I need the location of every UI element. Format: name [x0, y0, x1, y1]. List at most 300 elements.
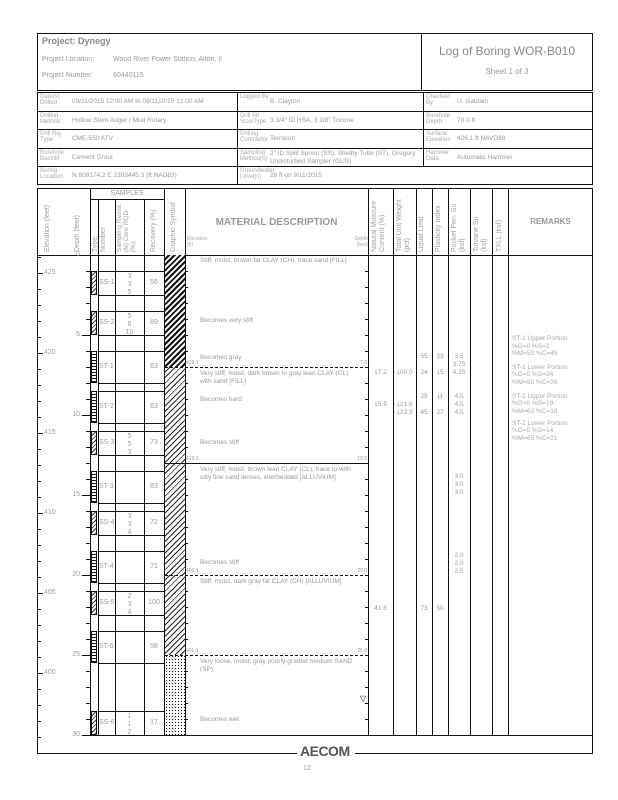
- material-tick-right: [365, 335, 368, 336]
- boundary-elevation: 401.1: [186, 648, 199, 654]
- material-tick-left: [185, 639, 188, 640]
- elevation-minor-tick: [37, 577, 41, 578]
- lab-pi: 50: [436, 604, 444, 612]
- elevation-minor-tick: [37, 561, 41, 562]
- divider: [421, 33, 422, 91]
- info-value: 70.0 ft: [457, 116, 476, 124]
- elevation-minor-tick: [37, 641, 41, 642]
- log-col-divider: [508, 188, 509, 735]
- depth-tick: [82, 255, 90, 256]
- material-tick-right: [365, 383, 368, 384]
- page-number: 12: [303, 765, 311, 772]
- sample-recovery: 17: [150, 719, 158, 726]
- elevation-minor-tick: [37, 433, 41, 434]
- sample-type-st: [91, 351, 97, 383]
- info-label: Hammer Data: [426, 149, 450, 162]
- graphic-symbol-hatch-bold: [165, 255, 185, 367]
- remark-line: %M=53 %C=45: [512, 350, 558, 357]
- material-tick-left: [185, 527, 188, 528]
- lab-pocket: 3.5: [454, 353, 464, 361]
- material-tick-right: [365, 671, 368, 672]
- lab-pocket: 4.5: [454, 409, 464, 417]
- info-label: Borehole Depth: [426, 112, 451, 125]
- log-col-divider: [416, 188, 417, 735]
- material-tick-right: [365, 559, 368, 560]
- aecom-logo: AECOM: [300, 743, 350, 759]
- lab-ll: 24: [420, 369, 428, 377]
- col-plasticity-index: Plasticity Index: [435, 205, 442, 252]
- material-tick-left: [185, 319, 188, 320]
- graphic-symbol-hatch-light: [165, 463, 185, 575]
- info-value: CME-550 ATV: [72, 135, 114, 143]
- sample-type-st: [91, 551, 97, 583]
- sample-boundary: [98, 631, 164, 632]
- lab-ll: 45: [420, 409, 428, 417]
- depth-tick: [86, 543, 90, 544]
- info-value: N 809174.2 E 2303445.3 (ft NAD83): [72, 172, 177, 180]
- elevation-minor-tick: [37, 465, 41, 466]
- lab-pi: 15: [436, 369, 444, 377]
- sample-number: ST-3: [99, 483, 114, 490]
- remark-line: %G=0 %S=14: [512, 427, 554, 435]
- elevation-minor-tick: [37, 689, 41, 690]
- boundary-depth: 25.0: [357, 648, 367, 654]
- material-tick-left: [185, 511, 188, 512]
- lab-pocket: 4.5: [454, 401, 464, 409]
- project-number: 60440115: [113, 72, 144, 79]
- strata-boundary: [165, 655, 368, 656]
- depth-tick: [82, 575, 90, 576]
- frame-bottom-left: [37, 753, 297, 754]
- info-value: 09/11/2015 12:00 AM to 09/11/2015 12:00 AM: [72, 98, 204, 105]
- depth-tick: [82, 335, 90, 336]
- material-tick-left: [185, 623, 188, 624]
- project-location: Wood River Power Station, Alton, Il: [113, 56, 222, 63]
- lab-dry-unit: 121.8: [396, 401, 413, 409]
- depth-tick: [82, 495, 90, 496]
- sample-recovery: 100: [148, 599, 160, 606]
- sample-boundary: [98, 311, 164, 312]
- sample-boundary: [98, 511, 164, 512]
- sample-blow-count: 4: [127, 529, 132, 536]
- material-tick-right: [365, 255, 368, 256]
- material-tick-right: [365, 351, 368, 352]
- water-level-icon: ▽: [360, 694, 367, 703]
- material-tick-right: [365, 271, 368, 272]
- material-tick-left: [185, 719, 188, 720]
- sample-type-st: [91, 471, 97, 503]
- info-label: Drilling Method: [40, 112, 61, 125]
- material-tick-left: [185, 495, 188, 496]
- col-pocket-pen: Pocket Pen. Su (ksf): [451, 203, 466, 252]
- col-depth: Depth (feet): [74, 215, 81, 252]
- lab-moisture: 15.9: [374, 401, 387, 409]
- info-value: Terracon: [270, 135, 296, 143]
- depth-label: 0: [76, 251, 80, 258]
- log-col-divider: [492, 188, 493, 735]
- lab-ll: 73: [420, 604, 428, 612]
- lab-moisture: 17.2: [374, 369, 387, 377]
- col-graphic: Graphic Symbol: [170, 202, 177, 252]
- sample-blow-count: 3: [127, 513, 132, 520]
- sample-type-st: [91, 631, 97, 663]
- depth-tick: [86, 607, 90, 608]
- elevation-minor-tick: [37, 401, 41, 402]
- sample-recovery: 83: [150, 483, 158, 490]
- sample-blow-count: 3: [127, 449, 132, 456]
- sample-blow-count: 2: [127, 593, 132, 600]
- material-tick-left: [185, 271, 188, 272]
- col-number: Number: [100, 227, 107, 252]
- depth-tick: [82, 655, 90, 656]
- info-value: B. Clayton: [270, 98, 300, 105]
- elevation-minor-tick: [37, 721, 41, 722]
- remark-line: %G=0 %S=19: [512, 400, 554, 408]
- depth-tick: [86, 527, 90, 528]
- depth-tick: [86, 319, 90, 320]
- elevation-minor-tick: [37, 369, 41, 370]
- elevation-minor-tick: [37, 545, 41, 546]
- depth-tick: [86, 559, 90, 560]
- sample-blow-count: 1: [127, 721, 132, 728]
- depth-tick: [82, 415, 90, 416]
- material-tick-right: [365, 495, 368, 496]
- graphic-symbol-hatch-light: [165, 367, 185, 463]
- elevation-label: 425: [44, 268, 56, 276]
- sample-blow-count: 1: [127, 713, 132, 720]
- depth-tick: [86, 719, 90, 720]
- info-label: Surface Elevation: [426, 131, 451, 144]
- lab-pocket: 2.0: [454, 559, 464, 567]
- sample-blow-count: 4: [127, 609, 132, 616]
- depth-tick: [86, 671, 90, 672]
- remark-line: %M=50 %C=26: [512, 378, 558, 386]
- info-value: Cement Grout: [72, 153, 113, 161]
- graphic-symbol-sand: [165, 655, 185, 735]
- elevation-minor-tick: [37, 353, 41, 354]
- info-row-divider: [37, 129, 593, 130]
- depth-tick: [86, 447, 90, 448]
- material-tick-left: [185, 447, 188, 448]
- material-description: Becomes very stiff: [200, 317, 253, 325]
- sample-number: SS-6: [99, 719, 115, 726]
- sample-boundary: [98, 583, 164, 584]
- depth-tick: [86, 351, 90, 352]
- sample-blow-count: 10: [125, 329, 134, 336]
- material-description: Becomes wet: [200, 715, 240, 723]
- info-value: U. Gautam: [457, 98, 489, 105]
- col-type: Type: [92, 236, 99, 252]
- info-col-divider: [423, 92, 424, 166]
- material-tick-left: [185, 351, 188, 352]
- depth-tick: [86, 463, 90, 464]
- col-torvane: Torvane Su (ksf): [473, 216, 488, 252]
- info-row-divider: [37, 148, 593, 149]
- lab-pocket: 3.75: [452, 361, 466, 369]
- frame-right: [592, 735, 593, 753]
- material-tick-right: [365, 287, 368, 288]
- sample-boundary: [98, 423, 164, 424]
- elevation-label: 420: [44, 348, 56, 356]
- material-description: Becomes stiff: [200, 559, 239, 566]
- material-tick-left: [185, 399, 188, 400]
- info-label: Drilling Contractor: [240, 131, 269, 144]
- col-recovery: Recovery (%): [150, 209, 157, 252]
- elevation-label: 410: [44, 508, 56, 516]
- sample-boundary: [98, 711, 164, 712]
- sample-number: ST-4: [99, 563, 114, 570]
- sample-recovery: 63: [150, 403, 158, 410]
- info-label: Borehole Backfill: [40, 149, 65, 162]
- log-col-divider: [470, 188, 471, 735]
- sample-boundary: [98, 551, 164, 552]
- depth-label: 15: [72, 491, 80, 498]
- lab-pocket: 2.5: [454, 567, 464, 575]
- lab-ll: 29: [420, 393, 428, 401]
- elevation-minor-tick: [37, 513, 41, 514]
- sample-boundary: [98, 471, 164, 472]
- material-tick-left: [185, 687, 188, 688]
- info-value: 2" ID Split Spoon (SS), Shelby Tube (ST), Gregory Undisturbed Sampler (GUS): [270, 149, 416, 165]
- log-col-divider: [393, 188, 394, 735]
- boundary-elevation: 406.1: [186, 568, 199, 574]
- boundary-depth: 7.0: [360, 360, 367, 366]
- sample-boundary: [98, 271, 164, 272]
- depth-tick: [86, 639, 90, 640]
- boundary-elevation: 419.1: [186, 360, 199, 366]
- depth-tick: [86, 383, 90, 384]
- sample-blow-count: 6: [127, 321, 132, 328]
- sample-boundary: [98, 663, 164, 664]
- elevation-minor-tick: [37, 337, 41, 338]
- sample-type-ss: [91, 711, 97, 735]
- remark-line: ST-1 Lower Portion: [512, 363, 568, 371]
- sample-type-ss: [91, 271, 97, 295]
- sample-recovery: 72: [150, 519, 158, 526]
- material-tick-right: [365, 447, 368, 448]
- info-value: Automatic Hammer: [457, 153, 513, 161]
- col-unit-weight: Total Unit Weight (pcf): [396, 199, 411, 252]
- col-liquid-limit: Liquid Limit: [418, 216, 425, 252]
- material-tick-left: [185, 703, 188, 704]
- sample-number: SS-3: [99, 439, 115, 446]
- info-label: Groundwater Level(s): [240, 168, 275, 181]
- lab-pocket: 4.25: [452, 369, 466, 377]
- sheet-number: Sheet 1 of 3: [485, 67, 529, 76]
- material-tick-left: [185, 303, 188, 304]
- sample-number: SS-4: [99, 519, 115, 526]
- graphic-symbol-hatch-light: [165, 575, 185, 655]
- material-description: Becomes stiff: [200, 439, 239, 446]
- material-tick-left: [185, 735, 188, 736]
- col-material: MATERIAL DESCRIPTION: [215, 217, 338, 228]
- col-resistance: Sampling Resist. (N) Core RQD (%): [116, 203, 137, 252]
- col-depth-sub: Depth (feet): [354, 236, 368, 248]
- lab-moisture: 41.6: [374, 604, 387, 612]
- sample-number: SS-2: [99, 319, 115, 326]
- depth-label: 10: [72, 411, 80, 418]
- info-value: 28 ft on 9/11/2015: [270, 172, 322, 180]
- project-location-label: Project Location:: [42, 56, 95, 63]
- sample-type-ss: [91, 591, 97, 615]
- elevation-minor-tick: [37, 625, 41, 626]
- sample-blow-count: 3: [127, 281, 132, 288]
- boundary-depth: 20.0: [357, 568, 367, 574]
- boundary-depth: 13.0: [357, 456, 367, 462]
- remark-line: %M=62 %C=19: [512, 407, 558, 415]
- elevation-minor-tick: [37, 497, 41, 498]
- depth-label: 5: [76, 331, 80, 338]
- sample-boundary: [98, 503, 164, 504]
- col-elevation: Elevation (feet): [44, 204, 51, 252]
- sample-blow-count: 5: [127, 313, 132, 320]
- sample-blow-count: 5: [127, 433, 132, 440]
- samples-divider: [90, 199, 164, 200]
- strata-boundary: [165, 367, 368, 368]
- elevation-minor-tick: [37, 737, 41, 738]
- lab-pi: 11: [436, 393, 444, 401]
- material-tick-left: [185, 559, 188, 560]
- elevation-minor-tick: [37, 305, 41, 306]
- sample-blow-count: 3: [127, 601, 132, 608]
- remark-line: %M=65 %C=21: [512, 434, 558, 442]
- sample-blow-count: 5: [127, 289, 132, 296]
- elevation-minor-tick: [37, 417, 41, 418]
- material-tick-left: [185, 255, 188, 256]
- sample-number: ST-2: [99, 403, 114, 410]
- info-row-divider: [37, 111, 593, 112]
- project-number-label: Project Number:: [42, 72, 93, 79]
- material-tick-right: [365, 639, 368, 640]
- remark-line: ST-2 Lower Portion: [512, 419, 568, 427]
- depth-tick: [86, 399, 90, 400]
- remark-line: ST-1 Upper Portion: [512, 335, 568, 342]
- log-bottom-line: [90, 735, 593, 736]
- material-tick-left: [185, 671, 188, 672]
- col-remarks: REMARKS: [530, 217, 571, 226]
- material-description: Very loose, moist, gray poorly-graded medium SAND (SP): [200, 658, 353, 674]
- material-tick-right: [365, 735, 368, 736]
- sample-boundary: [98, 383, 164, 384]
- info-value: 3 1/4" ID HSA, 3 3/8" Tricone: [270, 116, 354, 124]
- material-tick-right: [365, 527, 368, 528]
- sample-recovery: 58: [150, 643, 158, 650]
- material-description: Stiff, moist, dark gray fat CLAY (CH) [ALLUVIUM]: [200, 578, 342, 586]
- sample-boundary: [98, 391, 164, 392]
- lab-dry-unit: 122.9: [396, 409, 413, 417]
- elevation-minor-tick: [37, 529, 41, 530]
- info-label: Sampling Method(s): [240, 149, 268, 162]
- elevation-minor-tick: [37, 609, 41, 610]
- strata-boundary: [165, 463, 368, 464]
- sample-boundary: [98, 431, 164, 432]
- col-moisture: Natural Moisture Content (%): [371, 200, 386, 252]
- lab-pocket: 3.0: [454, 481, 464, 489]
- info-row-divider: [37, 166, 593, 167]
- col-elev-sub: Elevation (ft): [187, 236, 208, 248]
- material-tick-right: [365, 303, 368, 304]
- log-col-divider: [368, 188, 369, 735]
- depth-tick: [86, 687, 90, 688]
- material-description: Very stiff, moist, dark brown to gray lean CLAY (CL) with sand [FILL]: [200, 370, 349, 386]
- sample-recovery: 89: [150, 319, 158, 326]
- info-label: Checked By: [426, 94, 450, 106]
- material-tick-left: [185, 591, 188, 592]
- elevation-label: 415: [44, 428, 56, 436]
- sample-blow-count: 3: [127, 273, 132, 280]
- lab-ll: 55: [420, 353, 428, 361]
- material-tick-right: [365, 431, 368, 432]
- lab-pi: 27: [436, 409, 444, 417]
- col-samples: SAMPLES: [110, 190, 144, 197]
- depth-label: 25: [72, 651, 80, 658]
- material-tick-right: [365, 399, 368, 400]
- sample-type-ss: [91, 431, 97, 455]
- depth-tick: [86, 303, 90, 304]
- frame-left: [37, 735, 38, 753]
- material-tick-right: [365, 415, 368, 416]
- elevation-minor-tick: [37, 673, 41, 674]
- elevation-minor-tick: [37, 593, 41, 594]
- material-description: Stiff, moist, brown fat CLAY (CH), trace sand [FILL]: [200, 256, 347, 264]
- depth-tick: [86, 703, 90, 704]
- sample-type-ss: [91, 511, 97, 535]
- depth-tick: [86, 623, 90, 624]
- sample-number: ST-5: [99, 643, 114, 650]
- log-col-divider: [432, 188, 433, 735]
- material-description: Becomes gray: [200, 354, 242, 362]
- log-col-divider: [448, 188, 449, 735]
- info-label: Logged By: [240, 94, 269, 100]
- sample-boundary: [98, 351, 164, 352]
- depth-label: 20: [72, 571, 80, 578]
- material-tick-right: [365, 591, 368, 592]
- material-tick-left: [185, 543, 188, 544]
- material-tick-left: [185, 335, 188, 336]
- material-tick-left: [185, 415, 188, 416]
- sample-blow-count: 3: [127, 521, 132, 528]
- sample-recovery: 56: [150, 279, 158, 286]
- elevation-label: 400: [44, 668, 56, 676]
- material-tick-left: [185, 479, 188, 480]
- material-tick-right: [365, 687, 368, 688]
- elevation-minor-tick: [37, 657, 41, 658]
- sample-number: SS-5: [99, 599, 115, 606]
- material-description: Very stiff, moist, brown lean CLAY (CL), trace to with silty fine sand lenses, interbedded [ALLUVIUM]: [200, 466, 351, 482]
- strata-boundary: [165, 575, 368, 576]
- lab-pocket: 4.5: [454, 393, 464, 401]
- depth-tick: [86, 591, 90, 592]
- project-name: Project: Dynegy: [42, 36, 111, 46]
- depth-tick: [86, 479, 90, 480]
- lab-dry-unit: 100.0: [396, 369, 413, 377]
- material-tick-right: [365, 511, 368, 512]
- col-txll: TXLL (ksf): [496, 219, 503, 252]
- remark-line: %G=0 %S=2: [512, 342, 550, 350]
- depth-tick: [86, 271, 90, 272]
- info-label: Date(s) Drilled: [40, 94, 60, 106]
- material-tick-left: [185, 431, 188, 432]
- elevation-minor-tick: [37, 385, 41, 386]
- info-value: Hollow Stem Auger / Mud Rotary: [72, 116, 167, 124]
- sample-blow-count: 2: [127, 729, 132, 736]
- elevation-minor-tick: [37, 321, 41, 322]
- material-description: Becomes hard: [200, 395, 242, 403]
- sample-recovery: 63: [150, 363, 158, 370]
- depth-tick: [86, 431, 90, 432]
- elevation-minor-tick: [37, 257, 41, 258]
- material-tick-left: [185, 287, 188, 288]
